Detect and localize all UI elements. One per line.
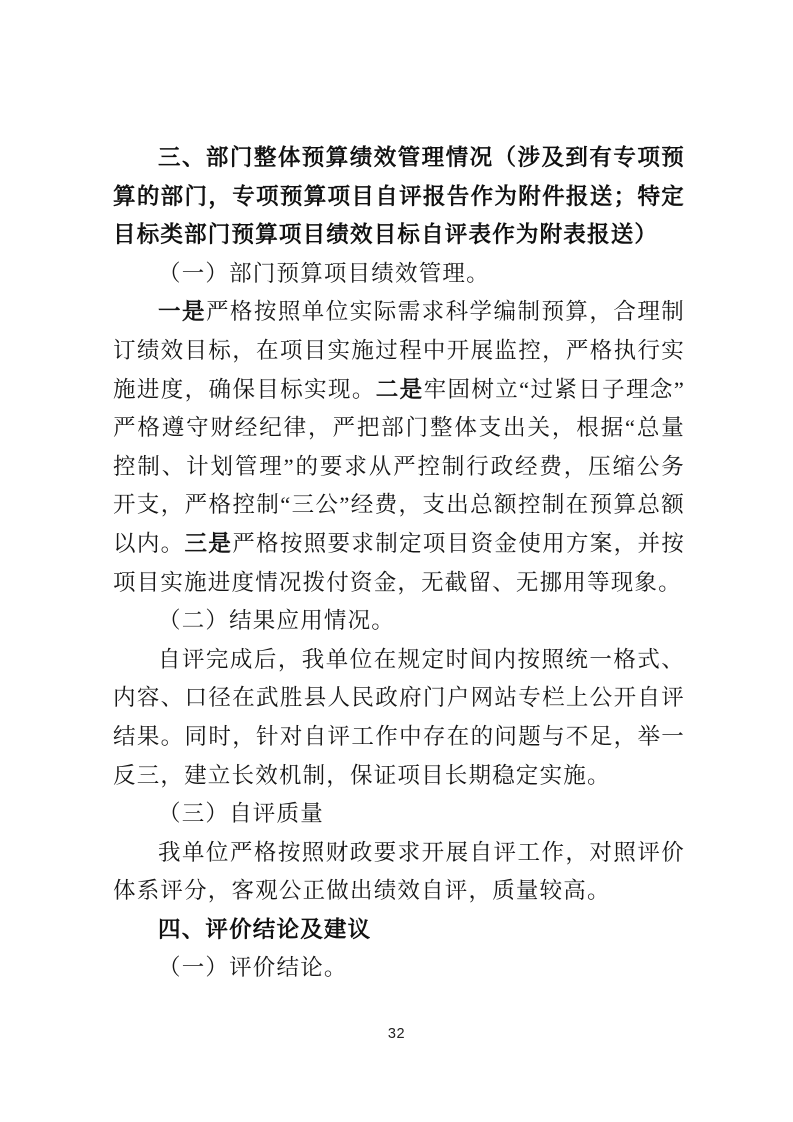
page-number: 32 (387, 1026, 406, 1042)
section-4-heading: 四、评价结论及建议 (158, 916, 372, 942)
paragraph-segment-3: 严格按照要求制定项目资金使用方案，并按项目实施进度情况拨付资金，无截留、无挪用等现象。 (113, 530, 685, 595)
paragraph-project-performance-management (113, 293, 685, 602)
paragraph-segment-1: 严格按照单位实际需求科学编制预算，合理制订绩效目标，在项目实施过程中开展监控，严格执行实施进度，确保目标实现。 (113, 299, 685, 402)
subsection-2-title: （二）结果应用情况。 (158, 608, 396, 634)
list-marker-first: 一是 (158, 299, 206, 325)
paragraph-self-evaluation-quality: 我单位严格按照财政要求开展自评工作，对照评价体系评分，客观公正做出绩效自评，质量较高。 (113, 839, 685, 904)
subsection-1-title: （一）部门预算项目绩效管理。 (158, 260, 490, 286)
page-content (113, 139, 685, 988)
paragraph-segment-2: 牢固树立“过紧日子理念”严格遵守财经纪律，严把部门整体支出关，根据“总量控制、计划管理”的要求从严控制行政经费，压缩公务开支，严格控制“三公”经费，支出总额控制在预算总额以内。 (113, 376, 686, 556)
list-marker-third: 三是 (184, 530, 233, 556)
subsection-3-title: （三）自评质量 (158, 801, 324, 827)
paragraph-result-application: 自评完成后，我单位在规定时间内按照统一格式、内容、口径在武胜县人民政府门户网站专栏上公开自评结果。同时，针对自评工作中存在的问题与不足，举一反三，建立长效机制，保证项目长期稳定实施。 (113, 646, 685, 788)
subsection-4-title: （一）评价结论。 (158, 955, 348, 981)
list-marker-second: 二是 (375, 376, 424, 402)
section-3-heading: 三、部门整体预算绩效管理情况（涉及到有专项预算的部门，专项预算项目自评报告作为附件报送；特定目标类部门预算项目绩效目标自评表作为附表报送） (113, 145, 685, 248)
